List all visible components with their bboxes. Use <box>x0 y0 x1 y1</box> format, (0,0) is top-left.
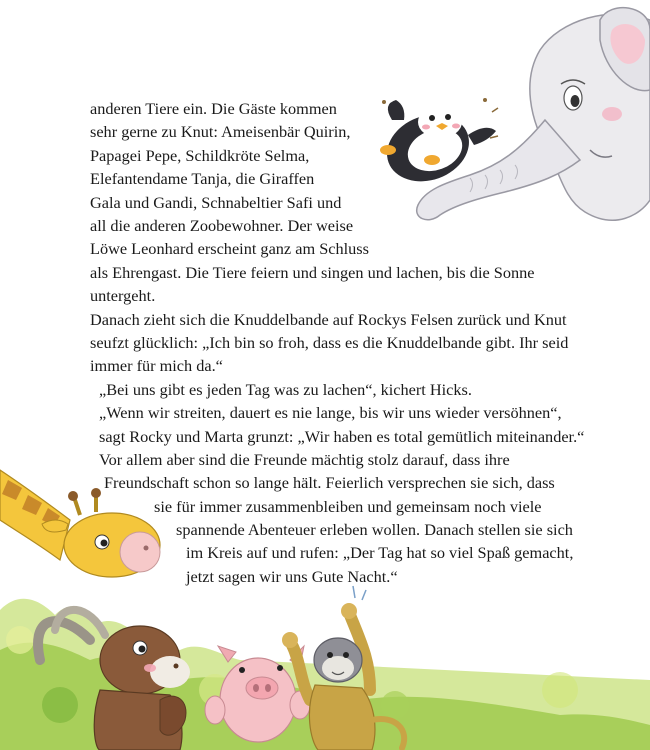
story-line: seufzt glücklich: „Ich bin so froh, dass es die Knuddelbande gibt. Ihr seid <box>90 333 569 352</box>
story-line: im Kreis auf und rufen: „Der Tag hat so viel Spaß gemacht, <box>186 543 574 562</box>
story-line: spannende Abenteuer erleben wollen. Danach stellen sie sich <box>176 520 573 539</box>
story-line: sie für immer zusammenbleiben und gemeinsam noch viele <box>154 497 542 516</box>
story-line: Löwe Leonhard erscheint ganz am Schluss <box>90 239 369 258</box>
story-line: als Ehrengast. Die Tiere feiern und singen und lachen, bis die Sonne <box>90 263 535 282</box>
story-line: Gala und Gandi, Schnabeltier Safi und <box>90 193 342 212</box>
story-line: Danach zieht sich die Knuddelbande auf Rockys Felsen zurück und Knut <box>90 310 567 329</box>
story-line: untergeht. <box>90 286 156 305</box>
story-line: anderen Tiere ein. Die Gäste kommen <box>90 99 337 118</box>
story-line: sagt Rocky und Marta grunzt: „Wir haben es total gemütlich miteinander.“ <box>99 427 585 446</box>
story-line: Elefantendame Tanja, die Giraffen <box>90 169 315 188</box>
story-line: Papagei Pepe, Schildkröte Selma, <box>90 146 310 165</box>
story-line: all die anderen Zoobewohner. Der weise <box>90 216 354 235</box>
story-line: „Bei uns gibt es jeden Tag was zu lachen“, kichert Hicks. <box>99 380 472 399</box>
story-line: Vor allem aber sind die Freunde mächtig stolz darauf, dass ihre <box>99 450 510 469</box>
story-line: sehr gerne zu Knut: Ameisenbär Quirin, <box>90 122 351 141</box>
story-line: jetzt sagen wir uns Gute Nacht.“ <box>186 567 398 586</box>
story-line: „Wenn wir streiten, dauert es nie lange, bis wir uns wieder versöhnen“, <box>99 403 562 422</box>
story-line: immer für mich da.“ <box>90 356 223 375</box>
story-line: Freundschaft schon so lange hält. Feierlich versprechen sie sich, dass <box>104 473 555 492</box>
